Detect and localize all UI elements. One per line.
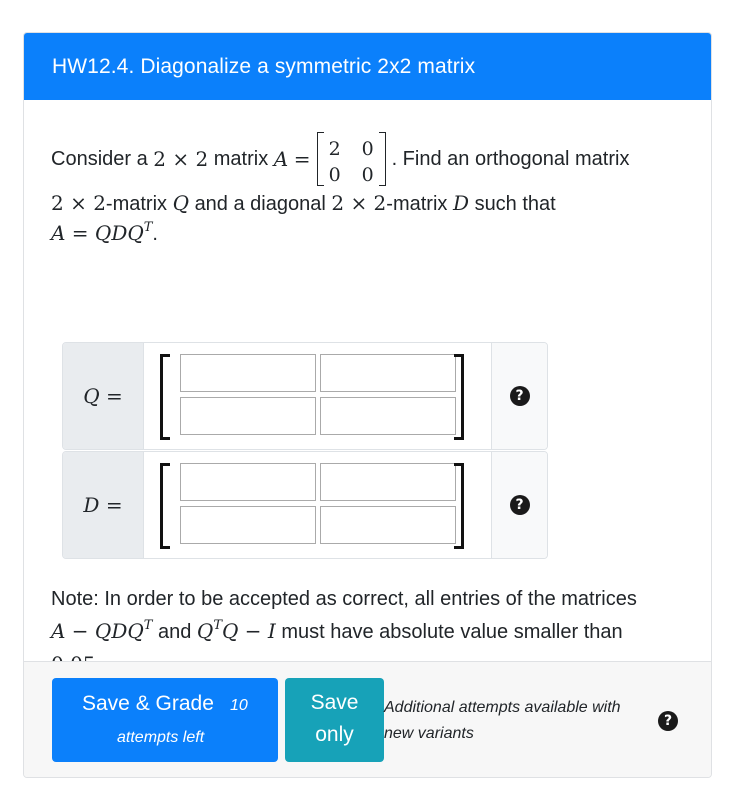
- matrix-D-entry-1-2[interactable]: [320, 463, 456, 501]
- question-circle-icon[interactable]: ?: [510, 386, 530, 406]
- matrix-D-body: [144, 452, 492, 558]
- tolerance-note: Note: In order to be accepted as correct, all entries of the matrices $A - QDQ^T$ and $Q^TQ - I$ must have absolute value smaller than: [51, 588, 637, 643]
- question-title: HW12.4. Diagonalize a symmetric 2x2 matrix: [24, 33, 711, 100]
- question-footer: [24, 661, 711, 778]
- matrix-Q-input-group: [62, 342, 548, 450]
- matrix-Q-entry-2-2[interactable]: [320, 397, 456, 435]
- left-bracket: [160, 354, 170, 440]
- attempts-count: 10: [230, 697, 248, 714]
- left-bracket: [160, 463, 170, 549]
- matrix-Q-entry-1-2[interactable]: [320, 354, 456, 392]
- save-and-grade-button[interactable]: Save & Grade 10 attempts left: [52, 678, 278, 762]
- question-circle-icon[interactable]: ?: [658, 711, 678, 731]
- matrix-D-help[interactable]: [492, 452, 547, 558]
- matrix-D-input-group: [62, 451, 548, 559]
- matrix-D-label: D =: [63, 452, 144, 558]
- matrix-Q-body: [144, 343, 492, 449]
- matrix-Q-label: Q =: [63, 343, 144, 449]
- matrix-Q-entry-1-1[interactable]: [180, 354, 316, 392]
- question-line-2: 2 × 2-matrix Q and a diagonal 2 × 2-matrix D such that: [51, 191, 556, 215]
- question-line-3: $A = QDQ^T$.: [51, 220, 158, 245]
- matrix-Q-entry-2-1[interactable]: [180, 397, 316, 435]
- matrix-D-entry-2-2[interactable]: [320, 506, 456, 544]
- right-bracket: [454, 354, 464, 440]
- attempts-note: Additional attempts available with new variants: [384, 699, 621, 742]
- matrix-D-entry-1-1[interactable]: [180, 463, 316, 501]
- question-line-1: Consider a 2 × 2 matrix A = 2 0 0 0 . Find an orthogonal matrix: [51, 130, 691, 188]
- question-body: [24, 100, 711, 662]
- matrix-Q-help[interactable]: [492, 343, 547, 449]
- question-circle-icon[interactable]: ?: [510, 495, 530, 515]
- question-card: [23, 32, 712, 778]
- matrix-A: 2 0 0 0: [315, 130, 388, 188]
- right-bracket: [454, 463, 464, 549]
- matrix-D-entry-2-1[interactable]: [180, 506, 316, 544]
- save-only-button[interactable]: Save only: [285, 678, 384, 762]
